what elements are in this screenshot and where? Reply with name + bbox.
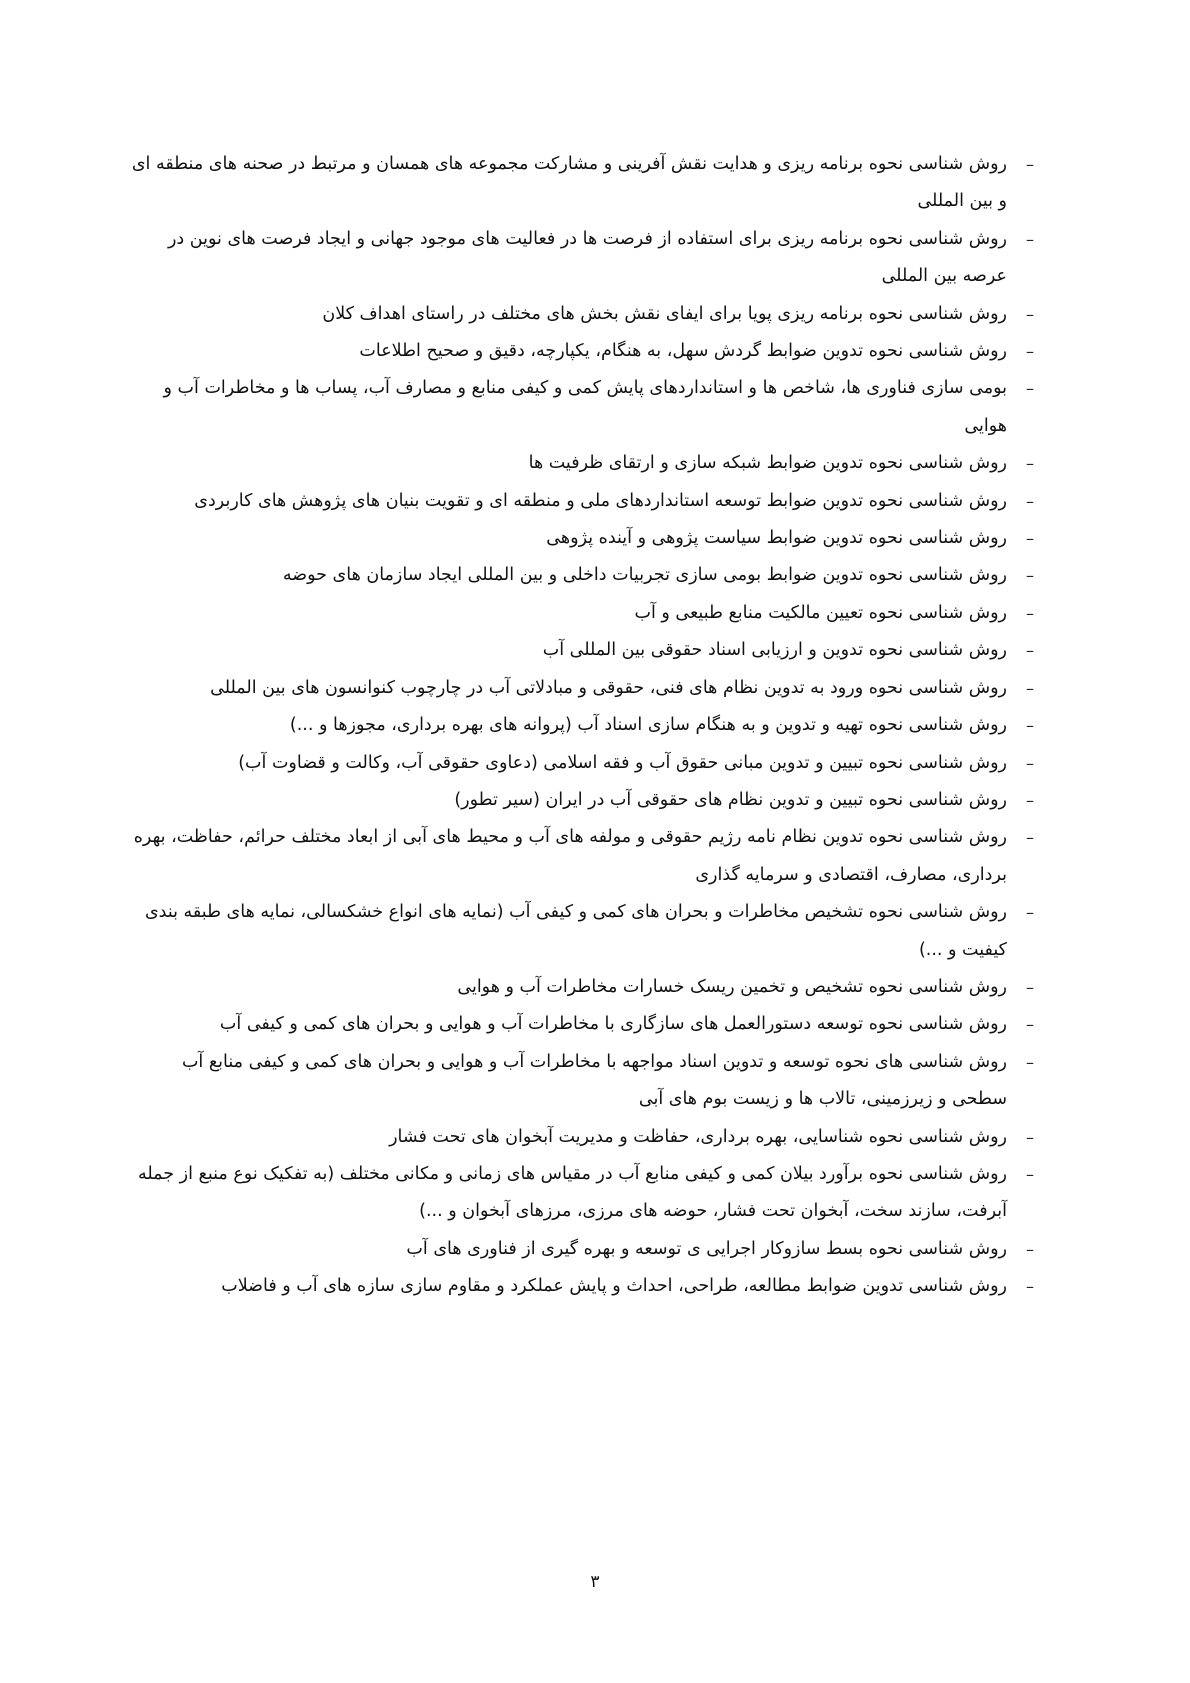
list-item-text: روش شناسی نحوه تعیین مالکیت منابع طبیعی و آب <box>634 602 1007 623</box>
list-item <box>128 1268 1034 1305</box>
dash-bullet-icon: – <box>1026 603 1034 623</box>
dash-bullet-icon: – <box>1026 753 1034 773</box>
list-item-text: روش شناسی نحوه توسعه دستورالعمل های سازگاری با مخاطرات آب و هوایی و بحران های کمی و کیفی آب <box>219 1014 1007 1035</box>
page-number: ۳ <box>590 1572 600 1592</box>
list-item-text: روش شناسی نحوه تدوین ضوابط بومی سازی تجربیات داخلی و بین المللی ایجاد سازمان های حوضه <box>282 565 1007 586</box>
dash-bullet-icon: – <box>1026 977 1034 997</box>
list-item-text: روش شناسی نحوه تهیه و تدوین و به هنگام سازی اسناد آب (پروانه های بهره برداری، مجوزها و ...) <box>289 715 1007 736</box>
dash-bullet-icon: – <box>1026 1239 1034 1259</box>
list-item-text: روش شناسی نحوه برنامه ریزی پویا برای ایفای نقش بخش های مختلف در راستای اهداف کلان <box>322 303 1007 324</box>
dash-bullet-icon: – <box>1026 790 1034 810</box>
list-item-text: روش شناسی نحوه تشخیص مخاطرات و بحران های کمی و کیفی آب (نمایه های انواع خشکسالی، نمایه های طبقه بندی کیفیت و ...) <box>144 902 1007 960</box>
list-item <box>128 296 1034 333</box>
list-item-text: روش شناسی نحوه تدوین و ارزیابی اسناد حقوقی بین المللی آب <box>542 640 1007 661</box>
dash-bullet-icon: – <box>1026 342 1034 362</box>
dash-bullet-icon: – <box>1026 491 1034 511</box>
list-item <box>128 483 1034 520</box>
list-item-text: روش شناسی نحوه تبیین و تدوین مبانی حقوق آب و فقه اسلامی (دعاوی حقوقی آب، وکالت و قضاوت آب) <box>238 752 1007 773</box>
list-item-text: روش شناسی نحوه ورود به تدوین نظام های فنی، حقوقی و مبادلاتی آب در چارچوب کنوانسون های بین المللی <box>210 677 1007 698</box>
list-item <box>128 370 1034 445</box>
dash-bullet-icon: – <box>1026 229 1034 249</box>
list-item-text: روش شناسی نحوه تدوین ضوابط سیاست پژوهی و آینده پژوهی <box>546 528 1007 549</box>
dash-bullet-icon: – <box>1026 1277 1034 1297</box>
dash-bullet-icon: – <box>1026 566 1034 586</box>
list-item <box>128 782 1034 819</box>
bullet-list <box>128 146 1034 1306</box>
list-item-text: بومی سازی فناوری ها، شاخص ها و استانداردهای پایش کمی و کیفی منابع و مصارف آب، پساب ها و مخاطرات آب و هوایی <box>163 378 1007 436</box>
list-item-text: روش شناسی نحوه تدوین ضوابط توسعه استانداردهای ملی و منطقه ای و تقویت بنیان های پژوهش های کاربردی <box>194 490 1007 511</box>
list-item <box>128 894 1034 969</box>
list-item-text: روش شناسی نحوه تبیین و تدوین نظام های حقوقی آب در ایران (سیر تطور) <box>454 789 1007 810</box>
list-item-text: روش شناسی نحوه برنامه ریزی برای استفاده از فرصت ها در فعالیت های موجود جهانی و ایجاد فرصت های نوین در عرصه بین المللی <box>167 228 1007 287</box>
list-item-text: روش شناسی نحوه شناسایی، بهره برداری، حفاظت و مدیریت آبخوان های تحت فشار <box>389 1126 1007 1147</box>
dash-bullet-icon: – <box>1026 1164 1034 1184</box>
list-item <box>128 221 1034 296</box>
list-item-text: روش شناسی نحوه تدوین ضوابط شبکه سازی و ارتقای ظرفیت ها <box>528 453 1007 474</box>
dash-bullet-icon: – <box>1026 903 1034 923</box>
dash-bullet-icon: – <box>1026 1127 1034 1147</box>
list-item <box>128 707 1034 744</box>
list-item <box>128 333 1034 370</box>
dash-bullet-icon: – <box>1026 379 1034 399</box>
list-item <box>128 819 1034 894</box>
dash-bullet-icon: – <box>1026 454 1034 474</box>
list-item <box>128 1006 1034 1043</box>
list-item-text: روش شناسی نحوه تشخیص و تخمین ریسک خسارات مخاطرات آب و هوایی <box>457 976 1007 997</box>
list-item-text: روش شناسی تدوین ضوابط مطالعه، طراحی، احداث و پایش عملکرد و مقاوم سازی سازه های آب و فاضلاب <box>221 1276 1007 1297</box>
dash-bullet-icon: – <box>1026 529 1034 549</box>
list-item <box>128 520 1034 557</box>
dash-bullet-icon: – <box>1026 678 1034 698</box>
list-item <box>128 670 1034 707</box>
list-item <box>128 969 1034 1006</box>
list-item <box>128 1156 1034 1231</box>
dash-bullet-icon: – <box>1026 828 1034 848</box>
list-item-text: روش شناسی های نحوه توسعه و تدوین اسناد مواجهه با مخاطرات آب و هوایی و بحران های کمی و کیفی منابع آب سطحی و زیرزمینی، تالاب ها و زیست بوم های آبی <box>181 1051 1007 1110</box>
dash-bullet-icon: – <box>1026 155 1034 174</box>
list-item <box>128 745 1034 782</box>
dash-bullet-icon: – <box>1026 1015 1034 1035</box>
list-item <box>128 632 1034 669</box>
list-item <box>128 1231 1034 1268</box>
dash-bullet-icon: – <box>1026 641 1034 661</box>
list-item <box>128 1044 1034 1119</box>
list-item-text: روش شناسی نحوه تدوین ضوابط گردش سهل، به هنگام، یکپارچه، دقیق و صحیح اطلاعات <box>359 341 1007 362</box>
list-item-text: روش شناسی نحوه برنامه ریزی و هدایت نقش آفرینی و مشارکت مجموعه های همسان و مرتبط در صحنه های منطقه ای و بین المللی <box>131 154 1007 212</box>
list-item-text: روش شناسی نحوه برآورد بیلان کمی و کیفی منابع آب در مقیاس های زمانی و مکانی مختلف (به تفکیک نوع منبع از جمله آبرفت، سازند سخت، آبخوان تحت فشار، حوضه های مرزی، مرزهای آبخوان و ...) <box>137 1163 1007 1222</box>
dash-bullet-icon: – <box>1026 716 1034 736</box>
dash-bullet-icon: – <box>1026 304 1034 324</box>
list-item <box>128 1119 1034 1156</box>
list-item <box>128 557 1034 594</box>
list-item <box>128 146 1034 221</box>
dash-bullet-icon: – <box>1026 1052 1034 1072</box>
list-item <box>128 445 1034 482</box>
list-item-text: روش شناسی نحوه بسط سازوکار اجرایی ی توسعه و بهره گیری از فناوری های آب <box>406 1238 1007 1259</box>
list-item <box>128 595 1034 632</box>
list-item-text: روش شناسی نحوه تدوین نظام نامه رژیم حقوقی و مولفه های آب و محیط های آبی از ابعاد مختلف حرائم، حفاظت، بهره برداری، مصارف، اقتصادی و سرمایه گذاری <box>133 827 1007 885</box>
